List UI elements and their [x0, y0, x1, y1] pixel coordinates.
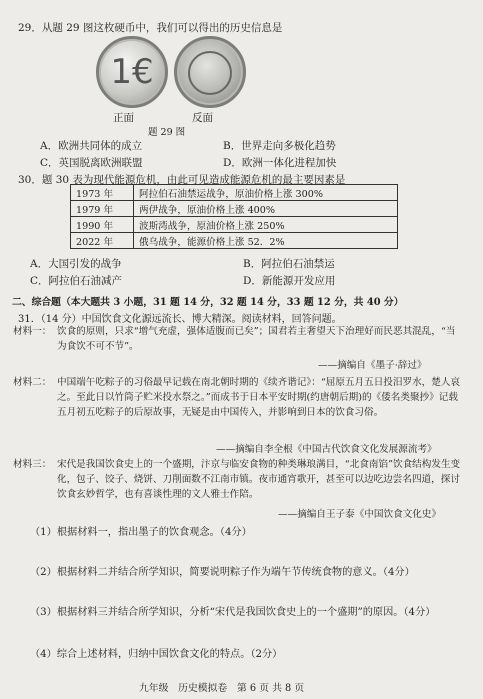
table-row: [71, 185, 398, 201]
q30-stem: 30．题 30 表为现代能源危机，由此可见造成能源危机的最主要因素是: [18, 174, 346, 186]
q30-option-d: D．新能源开发应用: [243, 275, 336, 287]
table-cell-event: 两伊战争，原油价格上涨 400%: [134, 201, 398, 217]
q29-option-b: B．世界走向多极化趋势: [223, 140, 336, 152]
material1-label: 材料一：: [13, 326, 52, 337]
coin-front-image: [96, 36, 168, 108]
material2-text: 中国端午吃粽子的习俗最早记载在南北朝时期的《续齐谐记》：“屈原五月五日投汨罗水，楚人哀之。至此日以竹筒子贮米投水祭之。”而成书于日本平安时期(约唐朝后期)的《倭名类聚抄》记载五月初五吃粽子的后原故事，无疑是由中国传入，并影响到日本的饮食习俗。: [57, 377, 461, 418]
material3-text: 宋代是我国饮食史上的一个盛期，汴京与临安食物的种类琳琅满目，“北食南馅”饮食结构发生变化，包子、饺子、烧饼、刀削面数不江南市镇。夜市通宵歌开，甚至可以边吃边尝名四道，探讨饮食玄妙哲学，也有喜谈性理的文人雅士作陪。: [57, 459, 461, 500]
q29-option-a: A．欧洲共同体的成立: [40, 140, 143, 152]
coin-front-label: 正面: [113, 112, 134, 124]
q31-subquestion-1: （1）根据材料一，指出墨子的饮食观念。（4分）: [30, 527, 252, 538]
q30-option-c: C．阿拉伯石油减产: [30, 275, 123, 287]
page-footer: 九年级 历史模拟卷 第 6 页 共 8 页: [139, 683, 305, 694]
q30-option-b: B．阿拉伯石油禁运: [243, 258, 335, 270]
table-cell-year: 2022 年: [71, 233, 134, 249]
material2-label: 材料二：: [13, 377, 52, 388]
table-cell-year: 1979 年: [71, 201, 134, 217]
q31-stem: 31．（14 分）中国饮食文化源远流长、博大精深。阅读材料，回答问题。: [18, 314, 342, 325]
table-cell-event: 阿拉伯石油禁运战争，原油价格上涨 300%: [134, 185, 398, 201]
material1-text: 饮食的原则，只求“增气充虚，强体适腹而已矣”；国君若主奢望天下治理好而民恶其混乱，“当为食饮不可不节”。: [57, 326, 456, 352]
table-row: [71, 201, 398, 217]
q30-energy-crisis-table: [70, 184, 398, 249]
q29-option-d: D．欧洲一体化进程加快: [223, 157, 337, 169]
table-cell-year: 1990 年: [71, 217, 134, 233]
material1-source: ——摘编自《墨子·辞过》: [318, 360, 427, 371]
table-row: [71, 217, 398, 233]
material2-source: ——摘编自李全根《中国古代饮食文化发展源流考》: [216, 444, 437, 455]
table-row: [71, 233, 398, 249]
coin-back-image: [174, 36, 246, 108]
q29-option-c: C．英国脱离欧洲联盟: [40, 157, 143, 169]
vitruvian-man-icon: [188, 51, 232, 95]
q30-option-a: A．大国引发的战争: [30, 258, 122, 270]
q29-stem: 29．从题 29 图这枚硬币中，我们可以得出的历史信息是: [18, 22, 283, 34]
material3-source: ——摘编自王子泰《中国饮食文化史》: [278, 509, 442, 520]
coin-back-label: 反面: [192, 112, 213, 124]
table-cell-year: 1973 年: [71, 185, 134, 201]
q31-subquestion-3: （3）根据材料三并结合所学知识，分析“宋代是我国饮食史上的一个盛期”的原因。（4分）: [30, 607, 436, 618]
q29-figure-caption: 题 29 图: [148, 127, 186, 138]
table-cell-event: 俄乌战争，能源价格上涨 52．2%: [134, 233, 398, 249]
section2-heading: 二、综合题（本大题共 3 小题，31 题 14 分，32 题 14 分，33 题 12 分，共 40 分）: [12, 297, 404, 308]
table-cell-event: 波斯湾战争，原油价格上涨 250%: [134, 217, 398, 233]
one-euro-mark-icon: 1€: [110, 52, 154, 92]
q31-subquestion-4: （4）综合上述材料，归纳中国饮食文化的特点。（2分）: [30, 649, 283, 660]
material3-label: 材料三：: [13, 459, 52, 470]
q31-subquestion-2: （2）根据材料二并结合所学知识，简要说明粽子作为端午节传统食物的意义。（4分）: [30, 567, 415, 578]
